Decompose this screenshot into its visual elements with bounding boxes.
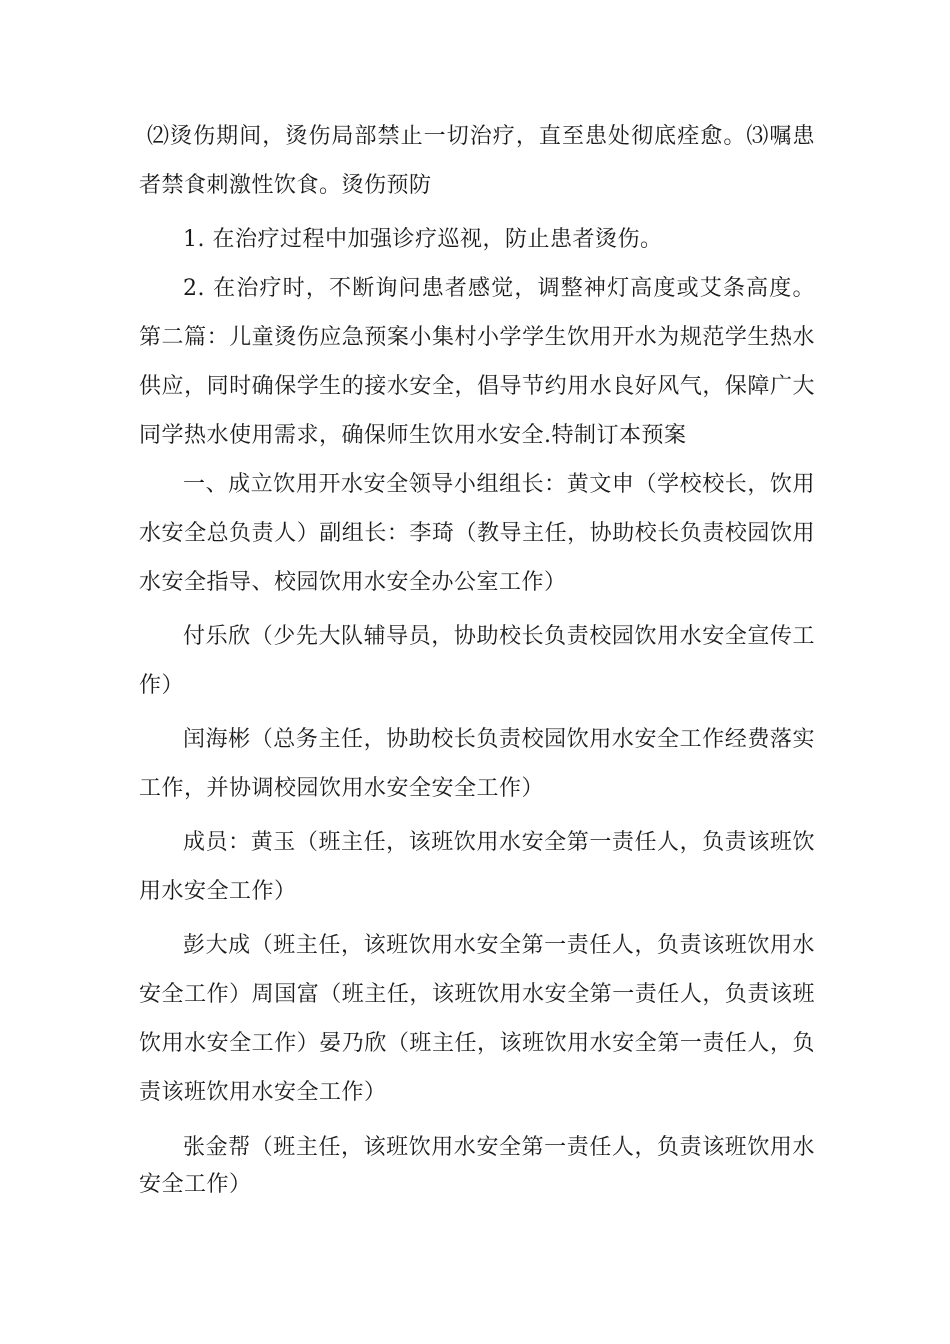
paragraph-burn-treatment: ⑵烫伤期间，烫伤局部禁止一切治疗，直至患处彻底痊愈。⑶嘱患者禁食刺激性饮食。烫伤预防 <box>139 124 815 198</box>
paragraph-list-item-1: 1. 在治疗过程中加强诊疗巡视，防止患者烫伤。 <box>183 227 663 252</box>
paragraph-member-fu: 付乐欣（少先大队辅导员，协助校长负责校园饮用水安全宣传工作） <box>139 624 815 698</box>
paragraph-members-peng: 彭大成（班主任，该班饮用水安全第一责任人，负责该班饮用水安全工作）周国富（班主任，该班饮用水安全第一责任人，负责该班饮用水安全工作）晏乃欣（班主任，该班饮用水安全第一责任人，负责该班饮用水安全工作） <box>139 933 815 1105</box>
paragraph-leadership-group: 一、成立饮用开水安全领导小组组长：黄文申（学校校长，饮用水安全总负责人）副组长：李琦（教导主任，协助校长负责校园饮用水安全指导、校园饮用水安全办公室工作） <box>139 472 815 595</box>
paragraph-member-zhang: 张金帮（班主任，该班饮用水安全第一责任人，负责该班饮用水安全工作） <box>139 1135 815 1197</box>
paragraph-member-run: 闰海彬（总务主任，协助校长负责校园饮用水安全工作经费落实工作，并协调校园饮用水安全安全工作） <box>139 727 815 801</box>
paragraph-list-item-2: 2. 在治疗时，不断询问患者感觉，调整神灯高度或艾条高度。第二篇：儿童烫伤应急预案小集村小学学生饮用开水为规范学生热水供应，同时确保学生的接水安全，倡导节约用水良好风气，保障广大同学热水使用需求，确保师生饮用水安全.特制订本预案 <box>139 276 815 448</box>
document-body <box>139 112 815 1203</box>
paragraph-members-huang: 成员：黄玉（班主任，该班饮用水安全第一责任人，负责该班饮用水安全工作） <box>139 830 815 904</box>
